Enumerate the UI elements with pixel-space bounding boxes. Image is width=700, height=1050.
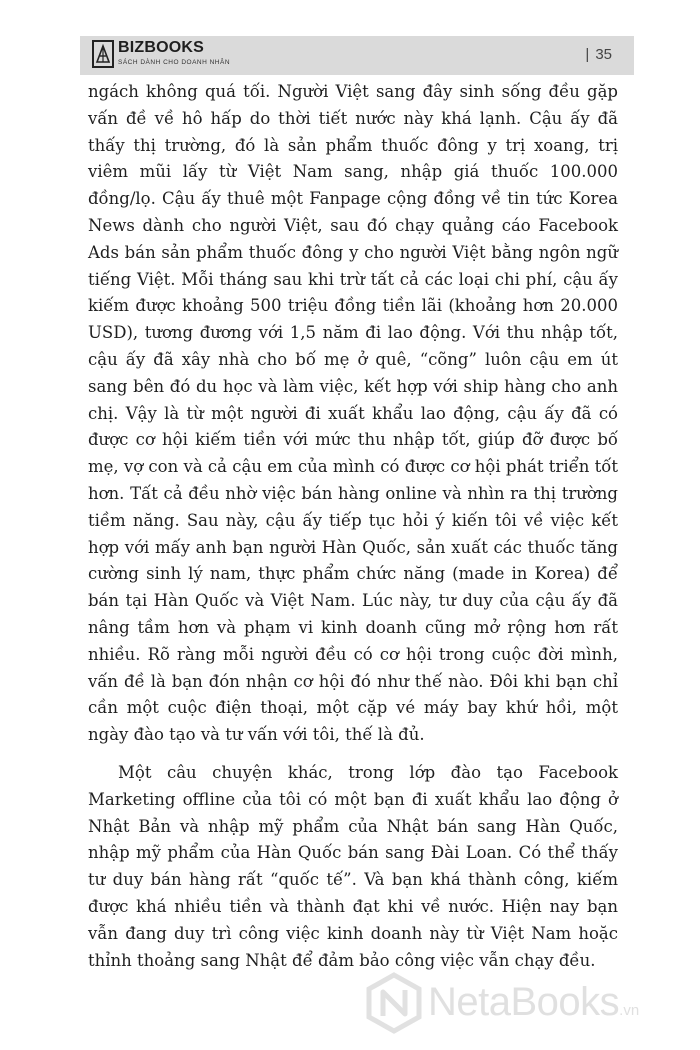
bizbooks-logo-icon [92,40,114,68]
logo-tagline: SÁCH DÀNH CHO DOANH NHÂN [118,59,231,66]
watermark [364,968,694,1040]
logo-text: BIZBOOKS [118,39,205,56]
body-text [88,79,618,974]
page-number-area [585,46,612,64]
page-header [80,36,634,75]
page-separator: | [585,46,590,63]
paragraph: Một câu chuyện khác, trong lớp đào tạo Facebook Marketing offline của tôi có một bạn đi xuất khẩu lao động ở Nhật Bản và nhập mỹ phẩm của Nhật bán sang Hàn Quốc, nhập mỹ phẩm của Hàn Quốc bán sang Đài Loan. Có thể thấy tư duy bán hàng rất “quốc tế”. Và bạn khá thành công, kiếm được khá nhiều tiền và thành đạt khi về nước. Hiện nay bạn vẫn đang duy trì công việc kinh doanh này từ Việt Nam hoặc thỉnh thoảng sang Nhật để đảm bảo công việc vẫn chạy đều. [88,762,618,970]
watermark-brand: NetaBooks [428,980,620,1024]
watermark-text [428,978,639,1035]
watermark-suffix: .vn [619,1002,640,1019]
paragraph: ngách không quá tối. Người Việt sang đây sinh sống đều gặp vấn đề về hô hấp do thời tiết nước này khá lạnh. Cậu ấy đã thấy thị trường, đó là sản phẩm thuốc đông y trị xoang, trị viêm mũi lấy từ Việt Nam sang, nhập giá thuốc 100.000 đồng/lọ. Cậu ấy thuê một Fanpage cộng đồng về tin tức Korea News dành cho người Việt, sau đó chạy quảng cáo Facebook Ads bán sản phẩm thuốc đông y cho người Việt bằng ngôn ngữ tiếng Việt. Mỗi tháng sau khi trừ tất cả các loại chi phí, cậu ấy kiếm được khoảng 500 triệu đồng tiền lãi (khoảng hơn 20.000 USD), tương đương với 1,5 năm đi lao động. Với thu nhập tốt, cậu ấy đã xây nhà cho bố mẹ ở quê, “cõng” luôn cậu em út sang bên đó du học và làm việc, kết hợp với ship hàng cho anh chị. Vậy là từ một người đi xuất khẩu lao động, cậu ấy đã có được cơ hội kiếm tiền với mức thu nhập tốt, giúp đỡ được bố mẹ, vợ con và cả cậu em của mình có được cơ hội phát triển tốt hơn. Tất cả đều nhờ việc bán hàng online và nhìn ra thị trường tiềm năng. Sau này, cậu ấy tiếp tục hỏi ý kiến tôi về việc kết hợp với mấy anh bạn người Hàn Quốc, sản xuất các thuốc tăng cường sinh lý nam, thực phẩm chức năng (made in Korea) để bán tại Hàn Quốc và Việt Nam. Lúc này, tư duy của cậu ấy đã nâng tầm hơn và phạm vi kinh doanh cũng mở rộng hơn rất nhiều. Rõ ràng mỗi người đều có cơ hội trong cuộc đời mình, vấn đề là bạn đón nhận cơ hội đó như thế nào. Đôi khi bạn chỉ cần một cuộc điện thoại, một cặp vé máy bay khứ hồi, một ngày đào tạo và tư vấn với tôi, thế là đủ. [88,82,618,745]
page-number: 35 [595,46,612,63]
netabooks-logo-icon [364,972,424,1034]
